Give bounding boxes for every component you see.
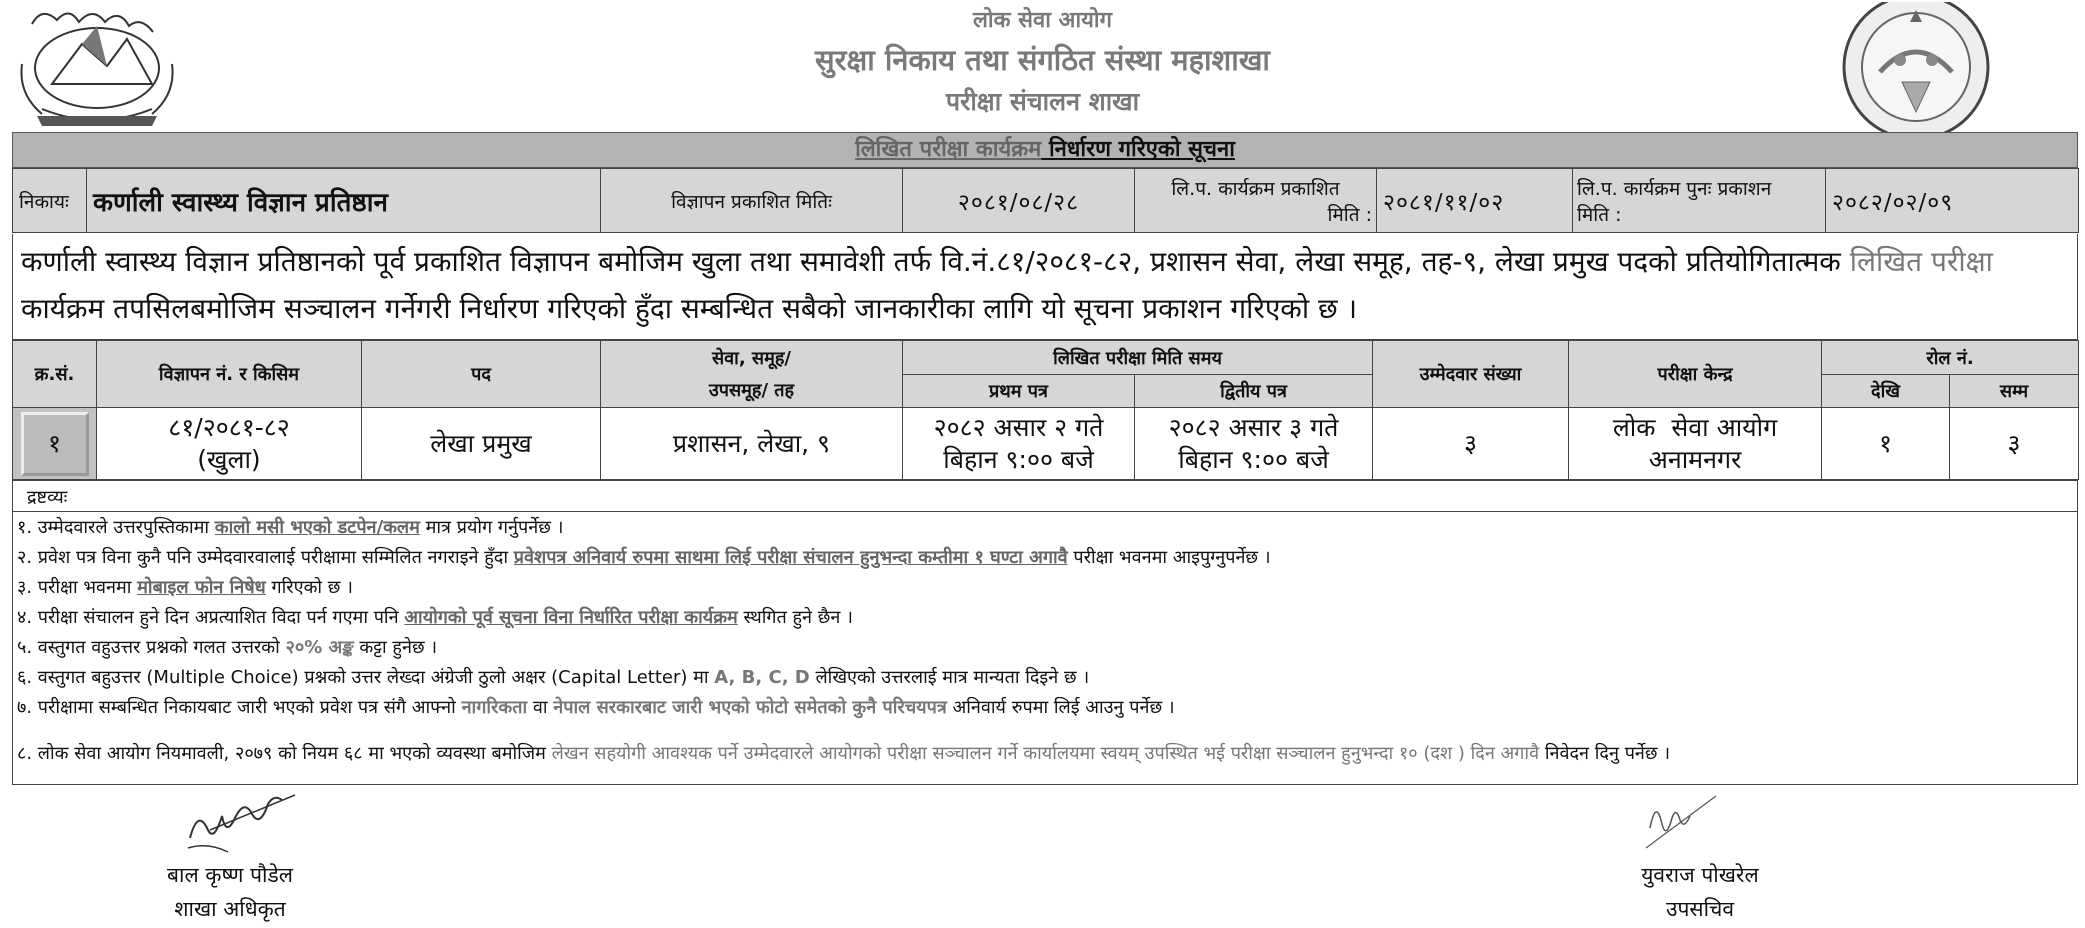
commission-name: लोक सेवा आयोग xyxy=(973,8,1112,33)
note-8: ८. लोक सेवा आयोग नियमावली, २०७९ को नियम ६८ मा भएको व्यवस्था बमोजिम लेखन सहयोगी आवश्यक पर्ने उम्मेदवारले आयोगको परीक्षा सञ्चालन गर्ने कार्यालयमा स्वयम् उपस्थित भई परीक्षा सञ्चालन हुनुभन्दा १० (दश ) दिन अगावै निवेदन दिनु पर्नेछ । xyxy=(17,743,1671,764)
para-line2: कार्यक्रम तपसिलबमोजिम सञ्चालन गर्नेगरी निर्धारण गरिएको हुँदा सम्बन्धित सबैको जानकारीका लागि यो सूचना प्रकाशन गरिएको छ । xyxy=(21,292,1358,325)
note-5: ५. वस्तुगत वहुउत्तर प्रश्नको गलत उत्तरको २०% अङ्क कट्टा हुनेछ । xyxy=(17,637,438,658)
row-center xyxy=(1569,408,1822,480)
notes-heading: द्रष्टव्यः xyxy=(27,487,68,508)
col-roll-from: देखि xyxy=(1822,375,1950,408)
note-6: ६. वस्तुगत बहुउत्तर (Multiple Choice) प्रश्नको उत्तर लेख्दा अंग्रेजी ठुलो अक्षर (Capital Letter) मा A, B, C, D लेखिएको उत्तरलाई मात्र मान्यता दिइने छ । xyxy=(17,667,1090,688)
row-p1-date: २०८२ असार २ गते xyxy=(933,412,1104,442)
row-paper1 xyxy=(903,408,1135,480)
reprog-label-a: लि.प. कार्यक्रम पुनः प्रकाशन xyxy=(1577,177,1772,200)
psc-seal-icon xyxy=(1840,2,1992,132)
notes-box xyxy=(12,480,2078,785)
reprog-date: २०८२/०२/०९ xyxy=(1826,169,2079,233)
table-row xyxy=(13,408,2079,480)
schedule-table xyxy=(12,340,2079,480)
col-candidates: उम्मेदवार संख्या xyxy=(1373,341,1569,408)
col-roll: रोल नं. xyxy=(1822,341,2079,375)
row-post: लेखा प्रमुख xyxy=(362,408,601,480)
left-name: बाल कृष्ण पौडेल xyxy=(167,863,293,887)
row-sn-cell xyxy=(13,408,97,480)
section-name: परीक्षा संचालन शाखा xyxy=(945,87,1140,116)
right-signatory xyxy=(1610,858,1790,926)
note-1: १. उम्मेदवारले उत्तरपुस्तिकामा कालो मसी भएको डटपेन/कलम मात्र प्रयोग गर्नुपर्नेछ । xyxy=(17,517,564,538)
prog-date: २०८१/११/०२ xyxy=(1377,169,1573,233)
note-3: ३. परीक्षा भवनमा मोबाइल फोन निषेध गरिएको छ । xyxy=(17,577,353,598)
col-post: पद xyxy=(362,341,601,408)
prog-label-b: मिति : xyxy=(1327,203,1372,226)
row-service: प्रशासन, लेखा, ९ xyxy=(601,408,903,480)
col-service-b: उपसमूह/ तह xyxy=(708,380,795,401)
row-p1-time: बिहान ९:०० बजे xyxy=(943,444,1094,474)
row-roll-from: १ xyxy=(1822,408,1950,480)
right-name: युवराज पोखरेल xyxy=(1641,863,1759,887)
right-signature-icon xyxy=(1640,788,1720,854)
notice-paragraph xyxy=(12,234,2078,340)
col-paper2: द्वितीय पत्र xyxy=(1135,375,1373,408)
left-signatory xyxy=(140,858,320,926)
col-service xyxy=(601,341,903,408)
title-part2: निर्धारण गरिएको सूचना xyxy=(1041,137,1235,162)
notice-title xyxy=(12,132,2078,168)
title-part1: लिखित परीक्षा कार्यक्रम xyxy=(855,137,1042,162)
right-title: उपसचिव xyxy=(1665,897,1735,921)
col-sn: क्र.सं. xyxy=(13,341,97,408)
row-roll-to: ३ xyxy=(1950,408,2079,480)
reprog-date-label xyxy=(1573,169,1826,233)
row-p2-date: २०८२ असार ३ गते xyxy=(1168,412,1339,442)
row-center-b: अनामनगर xyxy=(1648,444,1742,474)
division-name: सुरक्षा निकाय तथा संगठित संस्था महाशाखा xyxy=(815,43,1270,77)
reprog-label-b: मिति : xyxy=(1577,203,1622,226)
row-adv-no xyxy=(97,408,362,480)
adv-date-label: विज्ञापन प्रकाशित मितिः xyxy=(601,169,903,233)
prog-label-a: लि.प. कार्यक्रम प्रकाशित xyxy=(1171,177,1340,200)
org-label: निकायः xyxy=(13,169,87,233)
info-table xyxy=(12,168,2079,233)
left-signature-icon xyxy=(180,790,310,860)
row-paper2 xyxy=(1135,408,1373,480)
col-adv-no: विज्ञापन नं. र किसिम xyxy=(97,341,362,408)
col-paper1: प्रथम पत्र xyxy=(903,375,1135,408)
para-main: कर्णाली स्वास्थ्य विज्ञान प्रतिष्ठानको पूर्व प्रकाशित विज्ञापन बमोजिम खुला तथा समावेशी तर्फ वि.नं.८१/२०८१-८२, प्रशासन सेवा, लेखा समूह, तह-९, लेखा प्रमुख पदको प्रतियोगितात्मक xyxy=(21,245,1850,278)
row-adv-no-value: ८१/२०८१-८२ xyxy=(168,412,290,442)
note-7: ७. परीक्षामा सम्बन्धित निकायबाट जारी भएको प्रवेश पत्र संगै आफ्नो नागरिकता वा नेपाल सरकारबाट जारी भएको फोटो समेतको कुनै परिचयपत्र अनिवार्य रुपमा लिई आउनु पर्नेछ । xyxy=(17,697,1175,718)
left-title: शाखा अधिकृत xyxy=(174,897,286,921)
col-exam-date: लिखित परीक्षा मिति समय xyxy=(903,341,1373,375)
org-value: कर्णाली स्वास्थ्य विज्ञान प्रतिष्ठान xyxy=(87,169,601,233)
col-service-a: सेवा, समूह/ xyxy=(711,348,791,369)
row-sn: १ xyxy=(21,412,89,476)
row-p2-time: बिहान ९:०० बजे xyxy=(1178,444,1329,474)
row-adv-type: (खुला) xyxy=(197,444,261,474)
col-roll-to: सम्म xyxy=(1950,375,2079,408)
header xyxy=(0,0,2085,130)
row-candidates: ३ xyxy=(1373,408,1569,480)
row-center-a: लोक सेवा आयोग xyxy=(1612,412,1778,442)
note-2: २. प्रवेश पत्र विना कुनै पनि उम्मेदवारवालाई परीक्षामा सम्मिलित नगराइने हुँदा प्रवेशपत्र अनिवार्य रुपमा साथमा लिई परीक्षा संचालन हुनुभन्दा कम्तीमा १ घण्टा अगावै परीक्षा भवनमा आइपुग्नुपर्नेछ । xyxy=(17,547,1271,568)
prog-date-label xyxy=(1135,169,1377,233)
para-highlight: लिखित परीक्षा xyxy=(1849,245,1993,278)
col-center: परीक्षा केन्द्र xyxy=(1569,341,1822,408)
adv-date: २०८१/०८/२८ xyxy=(903,169,1135,233)
note-4: ४. परीक्षा संचालन हुने दिन अप्रत्याशित विदा पर्न गएमा पनि आयोगको पूर्व सूचना विना निर्धारित परीक्षा कार्यक्रम स्थगित हुने छैन । xyxy=(17,607,853,628)
